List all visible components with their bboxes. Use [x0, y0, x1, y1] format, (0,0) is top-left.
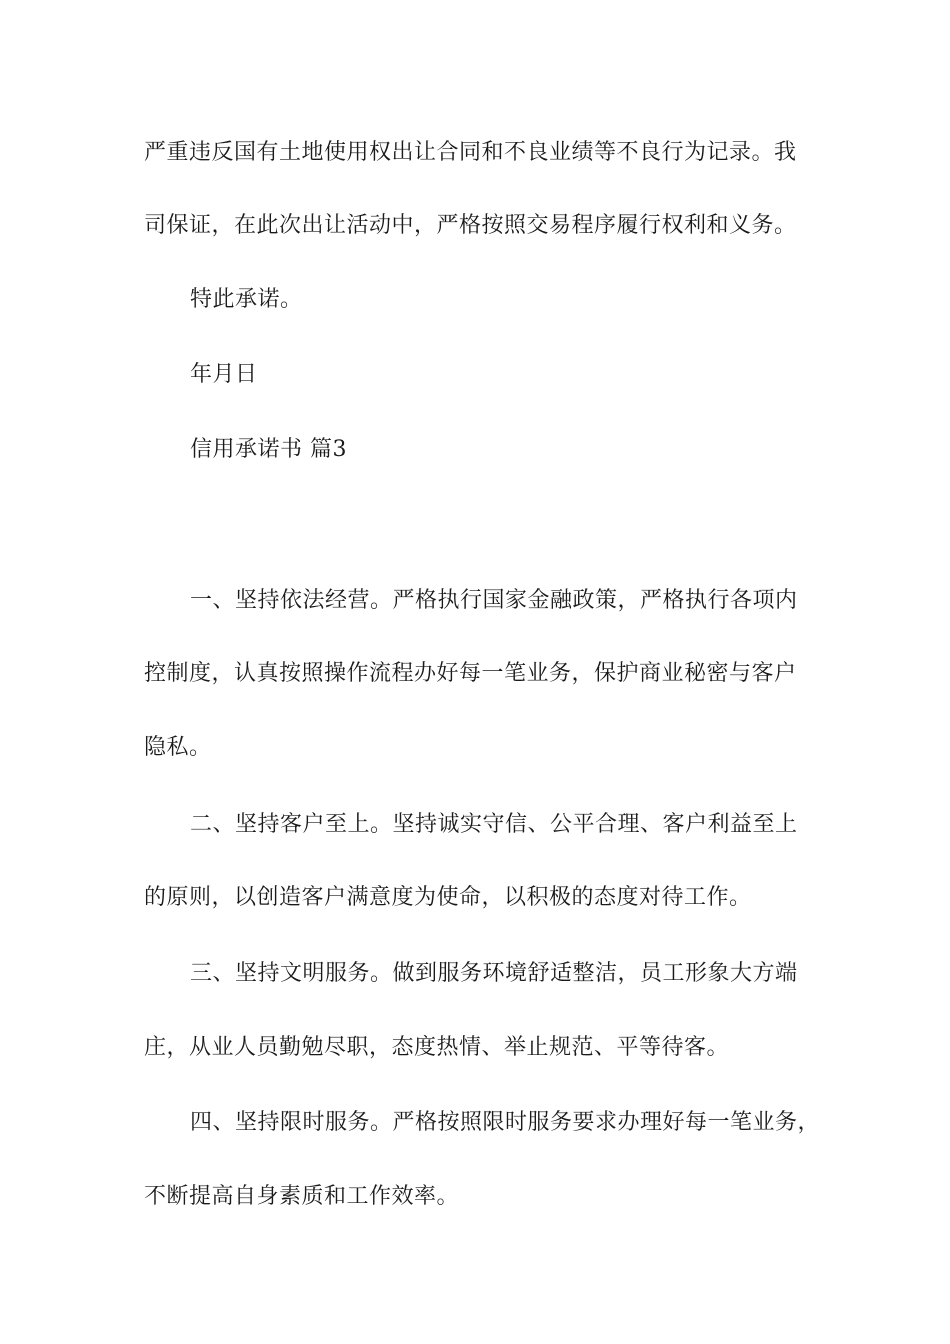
paragraph-line: 一、坚持依法经营。严格执行国家金融政策，严格执行各项内 [190, 588, 798, 613]
paragraph-line: 隐私。 [144, 735, 212, 760]
section-heading: 信用承诺书 篇3 [190, 437, 347, 462]
paragraph-line: 控制度，认真按照操作流程办好每一笔业务，保护商业秘密与客户 [144, 661, 797, 686]
paragraph-line: 二、坚持客户至上。坚持诚实守信、公平合理、客户利益至上 [190, 812, 798, 837]
paragraph-line: 特此承诺。 [190, 287, 303, 312]
paragraph-line: 的原则，以创造客户满意度为使命，以积极的态度对待工作。 [144, 885, 752, 910]
paragraph-line: 司保证，在此次出让活动中，严格按照交易程序履行权利和义务。 [144, 213, 797, 238]
paragraph-line: 严重违反国有土地使用权出让合同和不良业绩等不良行为记录。我 [144, 140, 797, 165]
date-line: 年月日 [190, 362, 258, 387]
paragraph-line: 庄，从业人员勤勉尽职，态度热情、举止规范、平等待客。 [144, 1035, 730, 1060]
paragraph-line: 三、坚持文明服务。做到服务环境舒适整洁，员工形象大方端 [190, 961, 798, 986]
paragraph-line: 不断提高自身素质和工作效率。 [144, 1184, 460, 1209]
paragraph-line: 四、坚持限时服务。严格按照限时服务要求办理好每一笔业务， [190, 1110, 821, 1135]
